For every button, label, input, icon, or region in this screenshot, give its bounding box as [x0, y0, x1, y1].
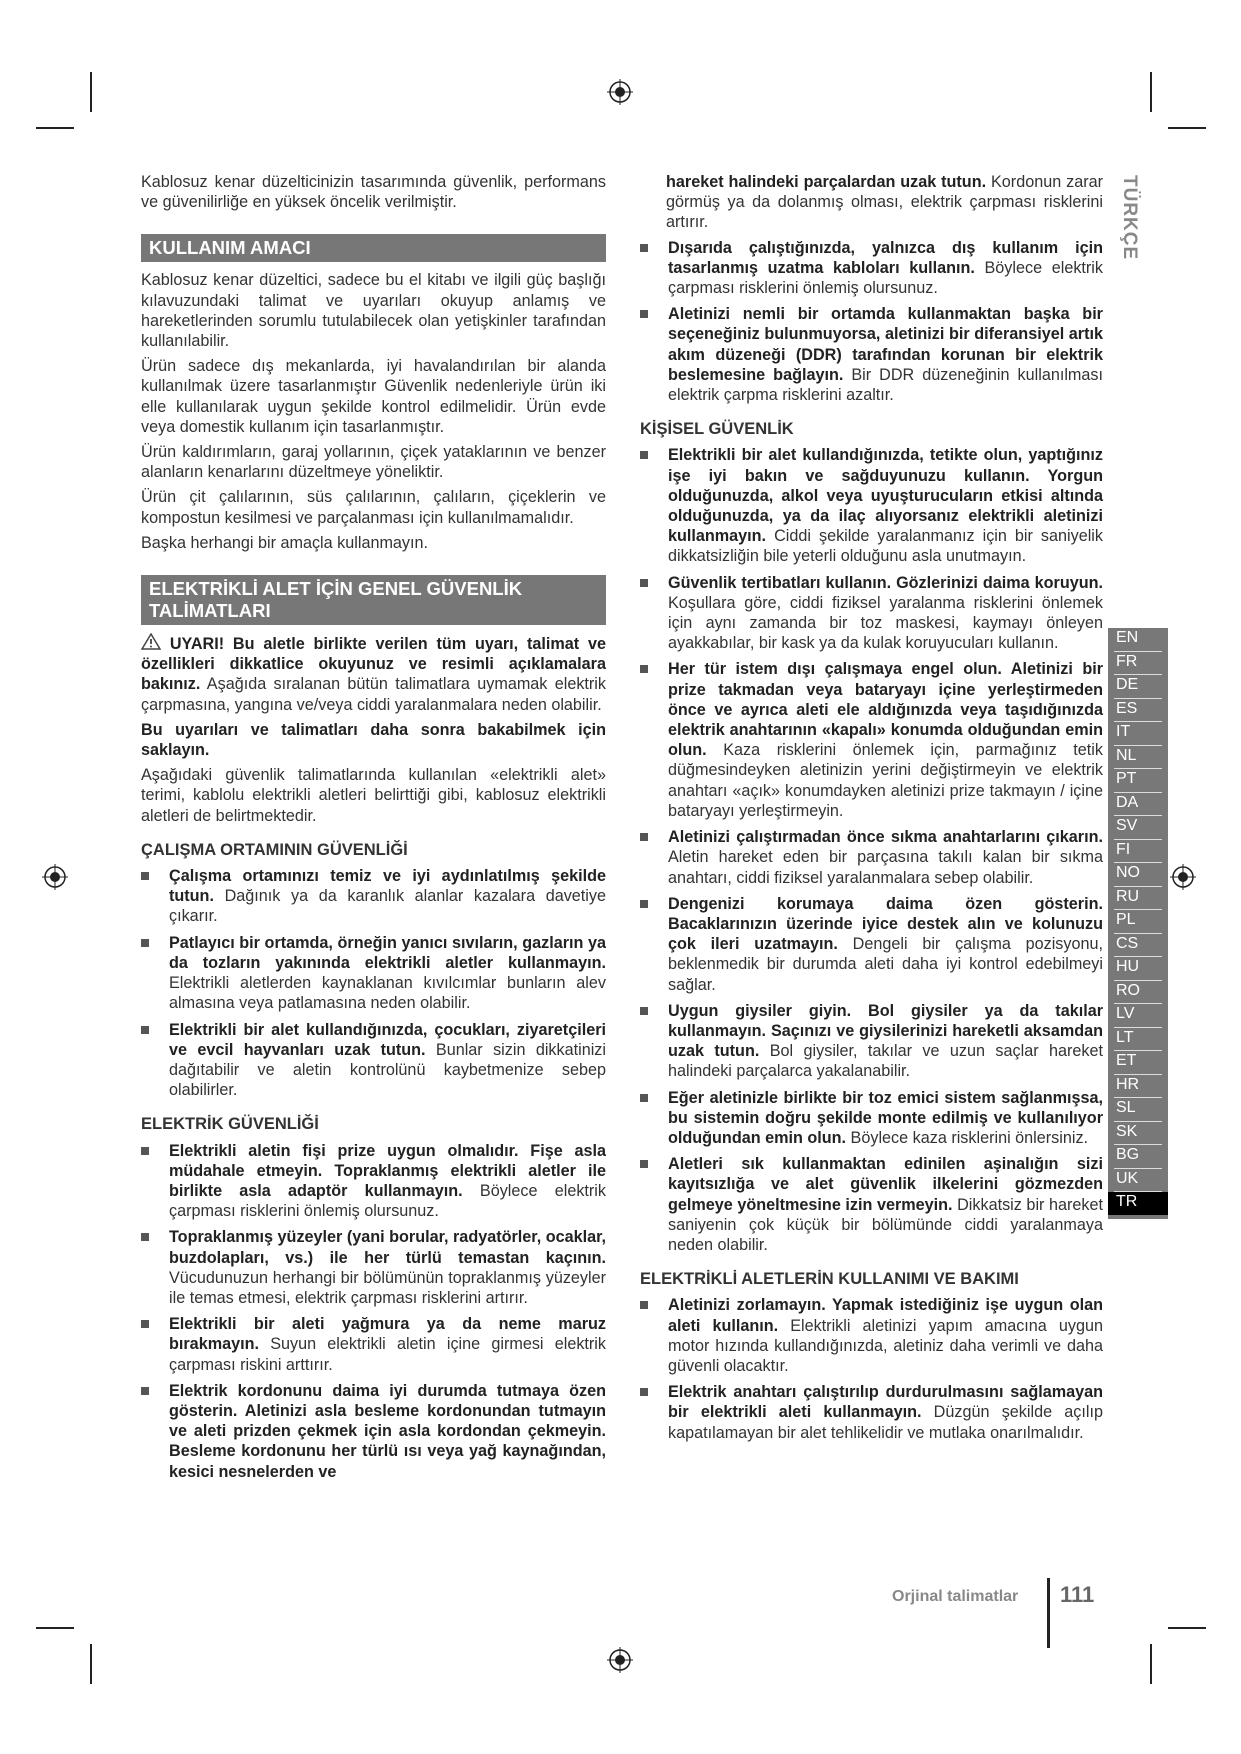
- list-item: [640, 1295, 1103, 1376]
- language-tab-pt[interactable]: PT: [1114, 769, 1162, 793]
- registration-mark-icon: [607, 1647, 633, 1673]
- item-bold: Patlayıcı bir ortamda, örneğin yanıcı sıvıların, gazların ya da tozların yakınında elektrikli aletler kullanmayın.: [169, 933, 606, 972]
- language-tab-lt[interactable]: LT: [1114, 1028, 1162, 1052]
- list-item: [141, 1020, 606, 1101]
- item-text: Kaza risklerini önlemek için, parmağınız tetik düğmesindeyken aletinizin yerini değiştirmeyin ve elektrik anahtarı «açık» konumdayken aletinizi prize takmayın / içine bataryayı yerleştirmeyin.: [668, 741, 1103, 820]
- intended-use-paragraph: Kablosuz kenar düzeltici, sadece bu el kitabı ve ilgili güç başlığı kılavuzundaki talimat ve uyarıları okuyup anlamış ve hareketlerinden sorumlu tutulabilecek olan yetişkinler tarafından kullanılabilir.: [141, 271, 606, 351]
- list-item: [640, 1382, 1103, 1443]
- list-item: [141, 1381, 606, 1482]
- item-bold: Uygun giysiler giyin. Bol giysiler ya da takılar kullanmayın. Saçınızı ve giysilerinizi hareketli aksamdan uzak tutun.: [668, 1001, 1103, 1061]
- list-item: [640, 659, 1103, 821]
- item-bold: Güvenlik tertibatları kullanın. Gözlerinizi daima koruyun.: [668, 573, 1103, 592]
- bullet-square-icon: [640, 665, 648, 673]
- bullet-square-icon: [640, 1388, 648, 1396]
- footer-divider: [1047, 1578, 1050, 1648]
- intended-use-paragraph: Ürün kaldırımların, garaj yollarının, çiçek yataklarının ve benzer alanların kenarlarını düzeltmeye yöneliktir.: [141, 443, 606, 482]
- bullet-square-icon: [640, 1094, 648, 1102]
- language-tab-da[interactable]: DA: [1114, 793, 1162, 817]
- item-bold: Elektrikli bir aleti yağmura ya da neme maruz bırakmayın.: [169, 1315, 606, 1354]
- language-tab-uk[interactable]: UK: [1114, 1169, 1162, 1193]
- bullet-square-icon: [640, 1007, 648, 1015]
- personal-safety-list: [640, 445, 1103, 1255]
- language-tab-bg[interactable]: BG: [1114, 1145, 1162, 1169]
- language-tab-en[interactable]: EN: [1114, 628, 1162, 652]
- item-bold: Dengenizi korumaya daima özen gösterin. Bacaklarınızın üzerinde iyice destek alın ve kolunuzu çok ileri uzatmayın.: [668, 894, 1103, 954]
- language-side-label: TÜRKÇE: [1119, 175, 1140, 261]
- language-tab-tr[interactable]: TR: [1108, 1192, 1168, 1215]
- item-text: Dengeli bir çalışma pozisyonu, beklenmedik bir durumda aleti daha iyi kontrol edebilmeyi sağlar.: [668, 935, 1103, 994]
- section-title-intended-use: KULLANIM AMACI: [141, 234, 606, 262]
- language-tab-fr[interactable]: FR: [1114, 652, 1162, 676]
- left-column: [141, 172, 606, 1488]
- bullet-square-icon: [640, 579, 648, 587]
- list-item: [640, 304, 1103, 405]
- item-text: Vücudunuzun herhangi bir bölümünün topraklanmış yüzeyler ile temas etmesi, elektrik çarpması risklerini artırır.: [169, 1268, 606, 1307]
- list-item: [640, 445, 1103, 566]
- item-bold: Elektrik anahtarı çalıştırılıp durdurulmasını sağlamayan bir elektrikli aleti kullanmayın.: [668, 1383, 1103, 1422]
- item-text: Suyun elektrikli aletin içine girmesi elektrik çarpması riskini arttırır.: [169, 1335, 606, 1374]
- term-note: Aşağıdaki güvenlik talimatlarında kullanılan «elektrikli alet» terimi, kablolu elektrikli aletleri belirttiği gibi, kablosuz elektrikli aletleri de belirtmektedir.: [141, 766, 606, 825]
- list-item: [141, 1141, 606, 1222]
- list-item: [640, 894, 1103, 995]
- list-item: [141, 866, 606, 927]
- item-bold: Aletleri sık kullanmaktan edinilen aşinalığın sizi kayıtsızlığa ve alet güvenlik ilkelerini gözmezden gelmeye yöneltmesine izin vermeyin.: [668, 1155, 1103, 1214]
- item-text: Aletin hareket eden bir parçasına takılı kalan bir sıkma anahtarı, ciddi fiziksel yaralanmalara sebep olabilir.: [668, 848, 1103, 887]
- language-tab-sv[interactable]: SV: [1114, 816, 1162, 840]
- save-note-text: Bu uyarıları ve talimatları daha sonra bakabilmek için saklayın.: [141, 720, 606, 760]
- section-title-general-safety: ELEKTRİKLİ ALET İÇİN GENEL GÜVENLİK TALİMATLARI: [141, 575, 606, 625]
- item-text: Bol giysiler, takılar ve uzun saçlar hareket halindeki parçalarca yakalanabilir.: [668, 1042, 1103, 1081]
- language-tab-cs[interactable]: CS: [1114, 934, 1162, 958]
- crop-mark: [90, 72, 92, 112]
- item-text: Böylece elektrik çarpması risklerini önlemiş olursunuz.: [668, 258, 1103, 298]
- language-tab-no[interactable]: NO: [1114, 863, 1162, 887]
- warning-paragraph: [141, 633, 606, 715]
- bullet-square-icon: [640, 1160, 648, 1168]
- item-text: Dikkatsiz bir hareket saniyenin çok küçük bir bölümünde ciddi yaralanmaya neden olabilir.: [668, 1195, 1103, 1254]
- list-item: [141, 1314, 606, 1375]
- tool-use-list: [640, 1295, 1103, 1442]
- bullet-square-icon: [640, 1301, 648, 1309]
- list-item: [640, 1154, 1103, 1255]
- item-text: Bir DDR düzeneğinin kullanılması elektrik çarpma risklerini azaltır.: [668, 365, 1104, 405]
- list-item: [141, 933, 606, 1014]
- bullet-square-icon: [640, 900, 648, 908]
- item-text: Böylece elektrik çarpması risklerini önlemiş olursunuz.: [169, 1181, 607, 1221]
- intro-paragraph: Kablosuz kenar düzelticinizin tasarımında güvenlik, performans ve güvenilirliğe en yüksek öncelik verilmiştir.: [141, 173, 606, 212]
- continued-text: Kordonun zarar görmüş ya da dolanmış olması, elektrik çarpması risklerini artırır.: [666, 173, 1103, 232]
- bullet-square-icon: [141, 1147, 149, 1155]
- item-text: Dağınık ya da karanlık alanlar kazalara davetiye çıkarır.: [169, 887, 606, 926]
- intended-use-paragraph: Başka herhangi bir amaçla kullanmayın.: [141, 533, 429, 552]
- bullet-square-icon: [640, 244, 648, 252]
- item-text: Bunlar sizin dikkatinizi dağıtabilir ve aletin kontrolünü kaybetmenize sebep olabilirler.: [169, 1040, 607, 1100]
- language-tab-et[interactable]: ET: [1114, 1051, 1162, 1075]
- item-text: Elektrikli aletinizi yapım amacına uygun motor hızında kullandığınızda, aletiniz daha verimli ve daha güvenli olacaktır.: [668, 1316, 1103, 1375]
- language-tab-hr[interactable]: HR: [1114, 1075, 1162, 1099]
- item-bold: Aletinizi çalıştırmadan önce sıkma anahtarlarını çıkarın.: [668, 828, 1103, 847]
- list-item: [640, 827, 1103, 888]
- registration-mark-icon: [1170, 864, 1196, 890]
- bullet-square-icon: [640, 833, 648, 841]
- item-bold: Topraklanmış yüzeyler (yani borular, radyatörler, ocaklar, buzdolapları, vs.) ile her türlü temastan kaçının.: [169, 1228, 606, 1267]
- language-tab-sk[interactable]: SK: [1114, 1122, 1162, 1146]
- bullet-square-icon: [141, 1233, 149, 1241]
- item-bold: Aletinizi zorlamayın. Yapmak istediğiniz işe uygun olan aleti kullanın.: [668, 1296, 1103, 1335]
- crop-mark: [90, 1644, 92, 1684]
- warning-triangle-icon: [141, 633, 161, 650]
- heading-work-area: ÇALIŞMA ORTAMININ GÜVENLİĞİ: [141, 840, 408, 859]
- list-item: [141, 1227, 606, 1308]
- item-bold: Elektrik kordonunu daima iyi durumda tutmaya özen gösterin. Aletinizi asla besleme kordonundan tutmayın ve aleti prizden çekmek için asla kordondan çekmeyin. Besleme kordonunu her türlü ısı veya yağ kaynağından, kesici nesnelerden ve: [169, 1381, 606, 1481]
- item-bold: Elektrikli bir alet kullandığınızda, tetikte olun, yaptığınız işe iyi bakın ve sağduyunuzu kullanın. Yorgun olduğunuzda, alkol veya uyuşturucuların etkisi altında olduğunuzda, ya da ilaç alıyorsanız elektrikli aletinizi kullanmayın.: [668, 446, 1103, 546]
- list-item: [640, 573, 1103, 654]
- bullet-square-icon: [141, 1387, 149, 1395]
- item-bold: Çalışma ortamınızı temiz ve iyi aydınlatılmış şekilde tutun.: [169, 867, 606, 906]
- heading-electric-safety: ELEKTRİK GÜVENLİĞİ: [141, 1115, 319, 1134]
- registration-mark-icon: [607, 79, 633, 105]
- work-area-list: [141, 866, 606, 1100]
- list-item: [640, 238, 1103, 299]
- language-tab-it[interactable]: IT: [1114, 722, 1162, 746]
- item-text: Böylece kaza risklerini önlersiniz.: [846, 1128, 1089, 1147]
- intended-use-paragraphs: [141, 270, 606, 553]
- list-item: [640, 1088, 1103, 1149]
- warning-bold: UYARI! Bu aletle birlikte verilen tüm uyarı, talimat ve özellikleri dikkatlice okuyunuz ve resimli açıklamalara bakınız.: [141, 635, 606, 694]
- language-tab-nl[interactable]: NL: [1114, 746, 1162, 770]
- crop-mark: [1168, 1627, 1206, 1629]
- item-text: Elektrikli aletlerden kaynaklanan kıvılcımlar bunların alev almasına veya patlamasına neden olabilir.: [169, 974, 606, 1013]
- item-text: Koşullara göre, ciddi fiziksel yaralanma risklerini önlemek için aynı zamanda bir toz maskesi, kaymayı önleyen ayakkabılar, bir kask ya da kulak koruyucuları kullanın.: [668, 593, 1103, 653]
- bullet-square-icon: [141, 1026, 149, 1034]
- language-tab-de[interactable]: DE: [1114, 675, 1162, 699]
- item-bold: Eğer aletinizle birlikte bir toz emici sistem sağlanmışsa, bu sistemin doğru şekilde monte edilmiş ve kullanılıyor olduğundan emin olun.: [668, 1088, 1103, 1147]
- continued-bold: hareket halindeki parçalardan uzak tutun.: [666, 173, 987, 191]
- item-bold: Dışarıda çalıştığınızda, yalnızca dış kullanım için tasarlanmış uzatma kabloları kullanın.: [668, 238, 1103, 277]
- registration-mark-icon: [42, 864, 68, 890]
- crop-mark: [1168, 127, 1206, 129]
- bullet-square-icon: [141, 1320, 149, 1328]
- warning-text: Aşağıda sıralanan bütün talimatlara uymamak elektrik çarpmasına, yangına ve/veya ciddi yaralanmalara neden olabilir.: [141, 675, 606, 714]
- intended-use-paragraph: Ürün sadece dış mekanlarda, iyi havalandırılan bir alanda kullanılmak üzere tasarlanmıştır Güvenlik nedenleriyle ürün iki elle kullanılarak uygun şekilde kontrol edilmelidir. Ürün evde veya domestik kullanım için tasarlanmıştır.: [141, 357, 606, 436]
- item-text: Ciddi şekilde yaralanmanız için bir saniyelik dikkatsizliğin bile yeterli olduğunu asla unutmayın.: [668, 527, 1103, 566]
- intended-use-paragraph: Ürün çit çalılarının, süs çalılarının, çalıların, çiçeklerin ve kompostun kesilmesi ve parçalanması için kullanılmamalıdır.: [141, 488, 606, 527]
- item-bold: Aletinizi nemli bir ortamda kullanmaktan başka bir seçeneğiniz bulunmuyorsa, aletinizi bir diferansiyel artık akım düzeneği (DDR) tarafından korunan bir elektrik beslemesine bağlayın.: [668, 305, 1103, 384]
- heading-personal-safety: KİŞİSEL GÜVENLİK: [640, 420, 794, 439]
- bullet-square-icon: [640, 451, 648, 459]
- item-bold: Her tür istem dışı çalışmaya engel olun. Aletinizi bir prize takmadan veya bataryayı içine yerleştirmeden önce ve ayrıca aleti ele aldığınızda veya taşıdığınızda elektrik anahtarının «kapalı» konumda olduğundan emin olun.: [668, 660, 1103, 760]
- language-tab-ro[interactable]: RO: [1114, 981, 1162, 1005]
- electric-safety-list-continued: [640, 238, 1103, 406]
- item-bold: Elektrikli bir alet kullandığınızda, çocukları, ziyaretçileri ve evcil hayvanları uzak tutun.: [169, 1020, 606, 1059]
- language-tab-lv[interactable]: LV: [1114, 1004, 1162, 1028]
- bullet-square-icon: [640, 310, 648, 318]
- list-item: [640, 1001, 1103, 1082]
- electric-safety-list: [141, 1141, 606, 1482]
- language-tab-pl[interactable]: PL: [1114, 910, 1162, 934]
- crop-mark: [1150, 1644, 1152, 1684]
- page-number: 111: [1060, 1582, 1095, 1607]
- crop-mark: [36, 1627, 74, 1629]
- heading-tool-use-care: ELEKTRİKLİ ALETLERİN KULLANIMI VE BAKIMI: [640, 1270, 1019, 1289]
- continued-item: [640, 172, 1103, 233]
- language-tab-es[interactable]: ES: [1114, 699, 1162, 723]
- item-bold: Elektrikli aletin fişi prize uygun olmalıdır. Fişe asla müdahale etmeyin. Topraklanmış elektrikli aletler ile birlikte asla adaptör kullanmayın.: [169, 1141, 606, 1200]
- save-note: [141, 720, 606, 760]
- language-tab-ru[interactable]: RU: [1114, 887, 1162, 911]
- crop-mark: [1150, 72, 1152, 112]
- right-column: [640, 172, 1103, 1449]
- language-tab-fi[interactable]: FI: [1114, 840, 1162, 864]
- bullet-square-icon: [141, 939, 149, 947]
- crop-mark: [36, 127, 74, 129]
- language-tab-sl[interactable]: SL: [1114, 1098, 1162, 1122]
- language-tabs: [1108, 628, 1168, 1219]
- item-text: Düzgün şekilde açılıp kapatılamayan bir alet tehlikelidir ve mutlaka onarılmalıdır.: [668, 1403, 1103, 1442]
- footer-label: Orjinal talimatlar: [892, 1588, 1019, 1605]
- bullet-square-icon: [141, 872, 149, 880]
- language-tab-hu[interactable]: HU: [1114, 957, 1162, 981]
